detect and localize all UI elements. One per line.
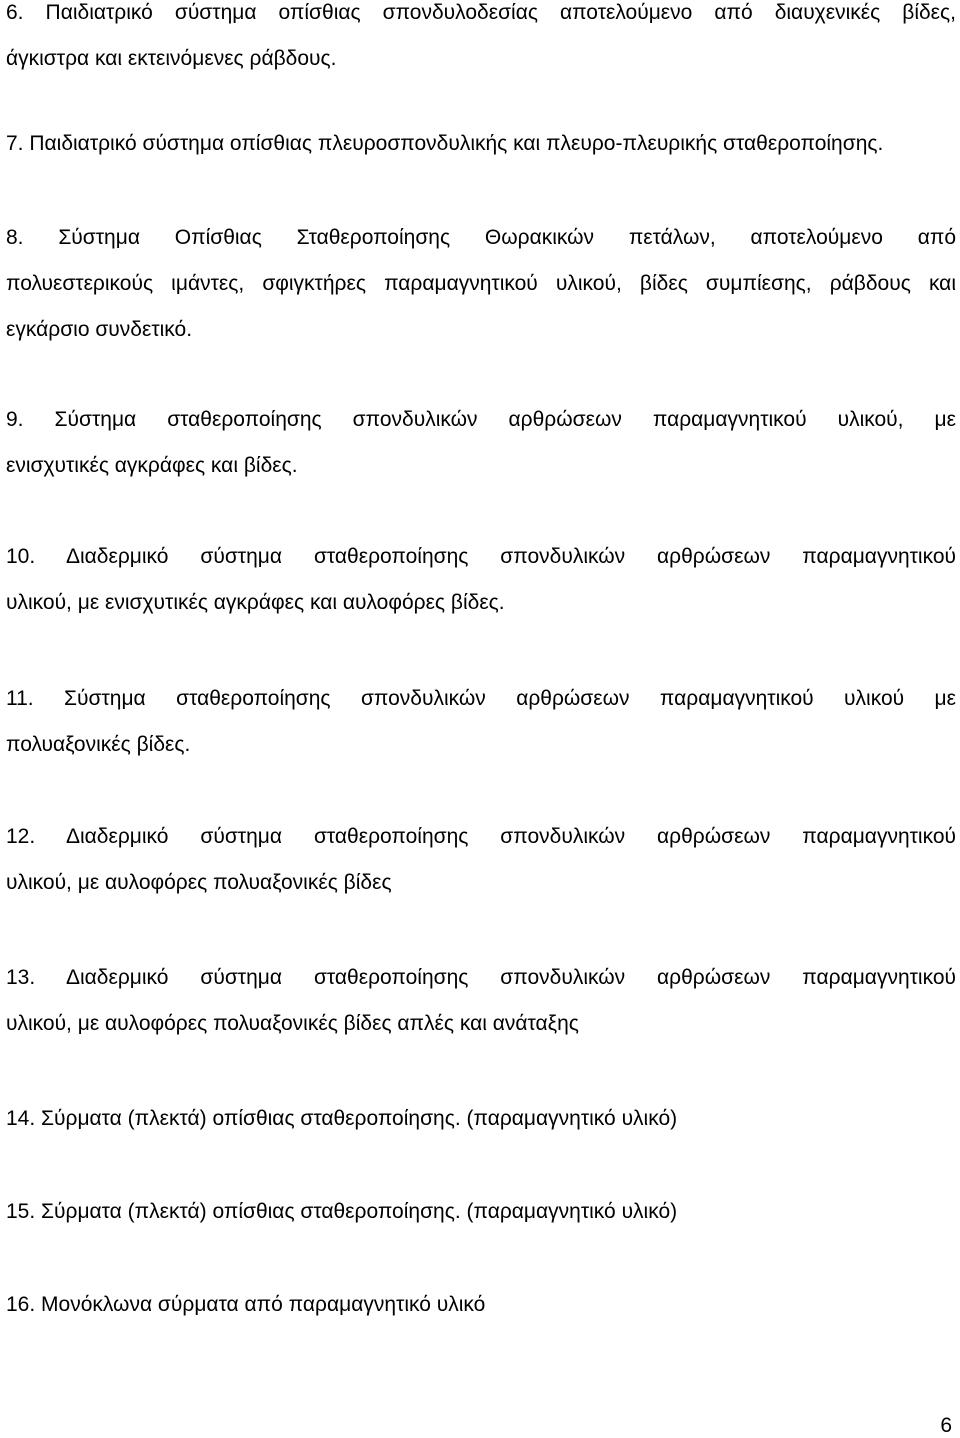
list-item-line: 11. Σύστημα σταθεροποίησης σπονδυλικών αρθρώσεων παραμαγνητικού υλικού με — [6, 687, 956, 710]
list-item-13 — [6, 955, 956, 1047]
list-item-16 — [6, 1282, 956, 1328]
list-item-line: άγκιστρα και εκτεινόμενες ράβδους. — [6, 47, 337, 70]
list-item-line: 7. Παιδιατρικό σύστημα οπίσθιας πλευροσπονδυλικής και πλευρο-πλευρικής σταθεροποίησης. — [6, 132, 884, 155]
list-item-line: πολυεστερικούς ιμάντες, σφιγκτήρες παραμαγνητικού υλικού, βίδες συμπίεσης, ράβδους και — [6, 272, 956, 295]
list-item-line: πολυαξονικές βίδες. — [6, 733, 191, 756]
list-item-line: 8. Σύστημα Οπίσθιας Σταθεροποίησης Θωρακικών πετάλων, αποτελούμενο από — [6, 226, 956, 249]
list-item-8 — [6, 215, 956, 353]
list-item-line: 6. Παιδιατρικό σύστημα οπίσθιας σπονδυλοδεσίας αποτελούμενο από διαυχενικές βίδες, — [6, 1, 956, 24]
list-item-line: 14. Σύρματα (πλεκτά) οπίσθιας σταθεροποίησης. (παραμαγνητικό υλικό) — [6, 1107, 678, 1130]
list-item-line: 16. Μονόκλωνα σύρματα από παραμαγνητικό υλικό — [6, 1293, 486, 1316]
list-item-7 — [6, 121, 956, 167]
list-item-10 — [6, 534, 956, 626]
list-item-line: 12. Διαδερμικό σύστημα σταθεροποίησης σπονδυλικών αρθρώσεων παραμαγνητικού — [6, 825, 956, 848]
list-item-14 — [6, 1096, 956, 1142]
list-item-6 — [6, 0, 956, 82]
list-item-12 — [6, 814, 956, 906]
list-item-line: εγκάρσιο συνδετικό. — [6, 318, 193, 341]
list-item-11 — [6, 676, 956, 768]
list-item-line: υλικού, με αυλοφόρες πολυαξονικές βίδες — [6, 871, 392, 894]
list-item-line: 9. Σύστημα σταθεροποίησης σπονδυλικών αρθρώσεων παραμαγνητικού υλικού, με — [6, 408, 956, 431]
list-item-line: 10. Διαδερμικό σύστημα σταθεροποίησης σπονδυλικών αρθρώσεων παραμαγνητικού — [6, 545, 956, 568]
list-item-line: υλικού, με ενισχυτικές αγκράφες και αυλοφόρες βίδες. — [6, 591, 505, 614]
list-item-9 — [6, 397, 956, 489]
page-number: 6 — [940, 1414, 952, 1437]
list-item-line: 13. Διαδερμικό σύστημα σταθεροποίησης σπονδυλικών αρθρώσεων παραμαγνητικού — [6, 966, 956, 989]
list-item-line: 15. Σύρματα (πλεκτά) οπίσθιας σταθεροποίησης. (παραμαγνητικό υλικό) — [6, 1200, 678, 1223]
list-item-15 — [6, 1189, 956, 1235]
list-item-line: ενισχυτικές αγκράφες και βίδες. — [6, 454, 298, 477]
list-item-line: υλικού, με αυλοφόρες πολυαξονικές βίδες απλές και ανάταξης — [6, 1012, 579, 1035]
